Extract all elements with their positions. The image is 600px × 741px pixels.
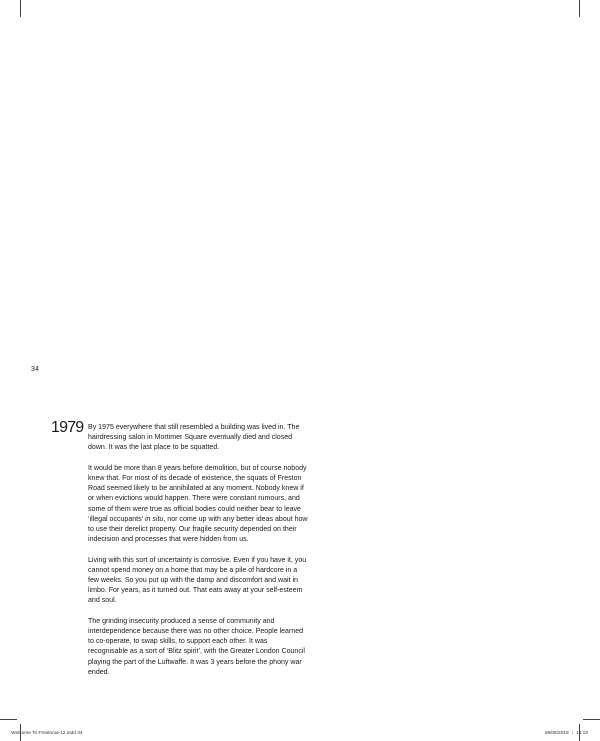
slug-separator: |: [571, 731, 573, 736]
paragraph: Living with this sort of uncertainty is corrosive. Even if you have it, you cannot spend money on a home that may be a pile of hardcore in a few weeks. So you put up with the damp and discomfort and wait in limbo. For years, as it turned out. That eats away at your self-esteem and soul.: [88, 556, 307, 605]
paragraph-text: , nor come up with any better ideas about how to use their derelict property. Our fragile security depended on their indecision and processes that were hidden from us.: [88, 515, 308, 544]
slug-date: 28/05/2019: [544, 731, 569, 736]
crop-mark-right-bottom: [583, 719, 600, 720]
body-text: [88, 423, 308, 688]
crop-mark-left-bottom: [0, 719, 17, 720]
slug-date-info: [545, 731, 588, 736]
crop-mark-top-right: [579, 0, 580, 17]
slug-page: 34: [77, 731, 83, 736]
slug-time: 14:18: [575, 731, 588, 736]
paragraph: The grinding insecurity produced a sense of community and interdependence because there was no other choice. People learned to co-operate, to swap skills, to support each other. It was recognisable as a sort of ‘Blitz spirit’, with the Greater London Council playing the part of the Luftwaffe. It was 3 years before the phony war ended.: [88, 617, 305, 676]
year-heading: 1979: [51, 419, 84, 436]
paragraph: By 1975 everywhere that still resembled a building was lived in. The hairdressing salon in Mortimer Square eventually died and closed down. It was the last place to be squatted.: [88, 424, 300, 452]
italic-phrase: in situ: [144, 515, 164, 523]
paragraph: [88, 464, 308, 546]
slug-filename: Welcome To Frestonia-12.indd: [11, 731, 76, 736]
crop-mark-top-left: [20, 0, 21, 17]
slug-file-info: [11, 731, 83, 736]
paragraph-text: It would be more than 8 years before demolition, but of course nobody knew that. For most of its decade of existence, the squats of Freston Road seemed likely to be annihilated at any moment. Nobody knew if or when evictions would happen. There were constant rumours, and some of them were true as official bodies could neither bear to leave ‘illegal occupants’: [88, 464, 307, 523]
page-number: 34: [31, 366, 40, 373]
